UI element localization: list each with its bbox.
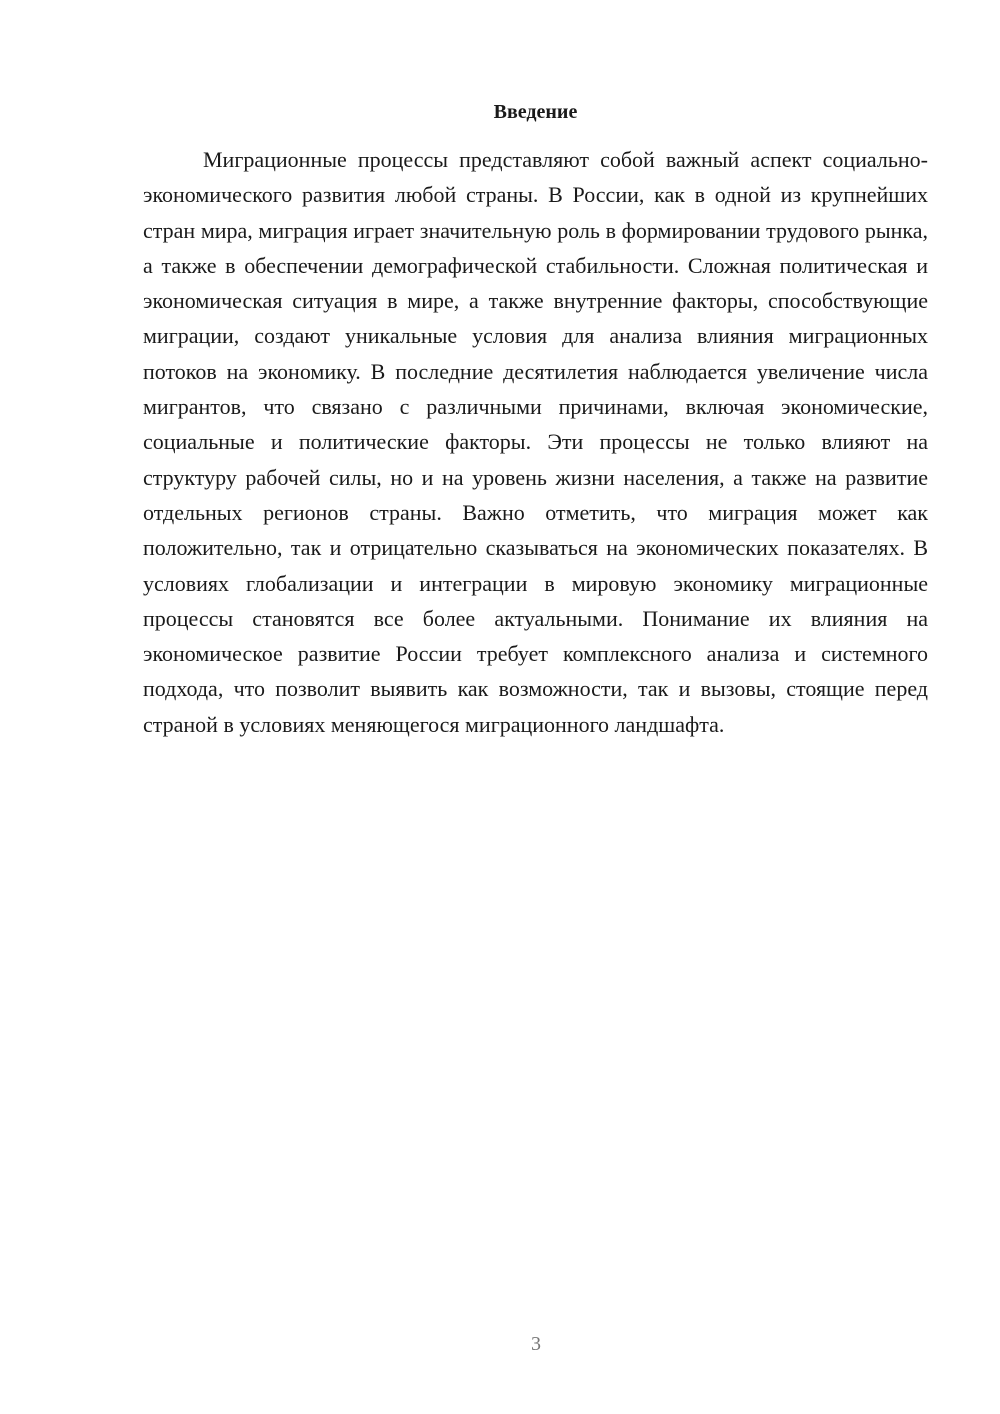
body-paragraph: Миграционные процессы представляют собой важный аспект социально-экономического развития любой страны. В России, как в одной из крупнейших стран мира, миграция играет значительную роль в формировании трудового рынка, а также в обеспечении демографической стабильности. Сложная политическая и экономическая ситуация в мире, а также внутренние факторы, способствующие миграции, создают уникальные условия для анализа влияния миграционных потоков на экономику. В последние десятилетия наблюдается увеличение числа мигрантов, что связано с различными причинами, включая экономические, социальные и политические факторы. Эти процессы не только влияют на структуру рабочей силы, но и на уровень жизни населения, а также на развитие отдельных регионов страны. Важно отметить, что миграция может как положительно, так и отрицательно сказываться на экономических показателях. В условиях глобализации и интеграции в мировую экономику миграционные процессы становятся все более актуальными. Понимание их влияния на экономическое развитие России требует комплексного анализа и системного подхода, что позволит выявить как возможности, так и вызовы, стоящие перед страной в условиях меняющегося миграционного ландшафта.	[143, 147, 928, 737]
page-number: 3	[531, 1333, 541, 1355]
section-title: Введение	[493, 101, 578, 123]
